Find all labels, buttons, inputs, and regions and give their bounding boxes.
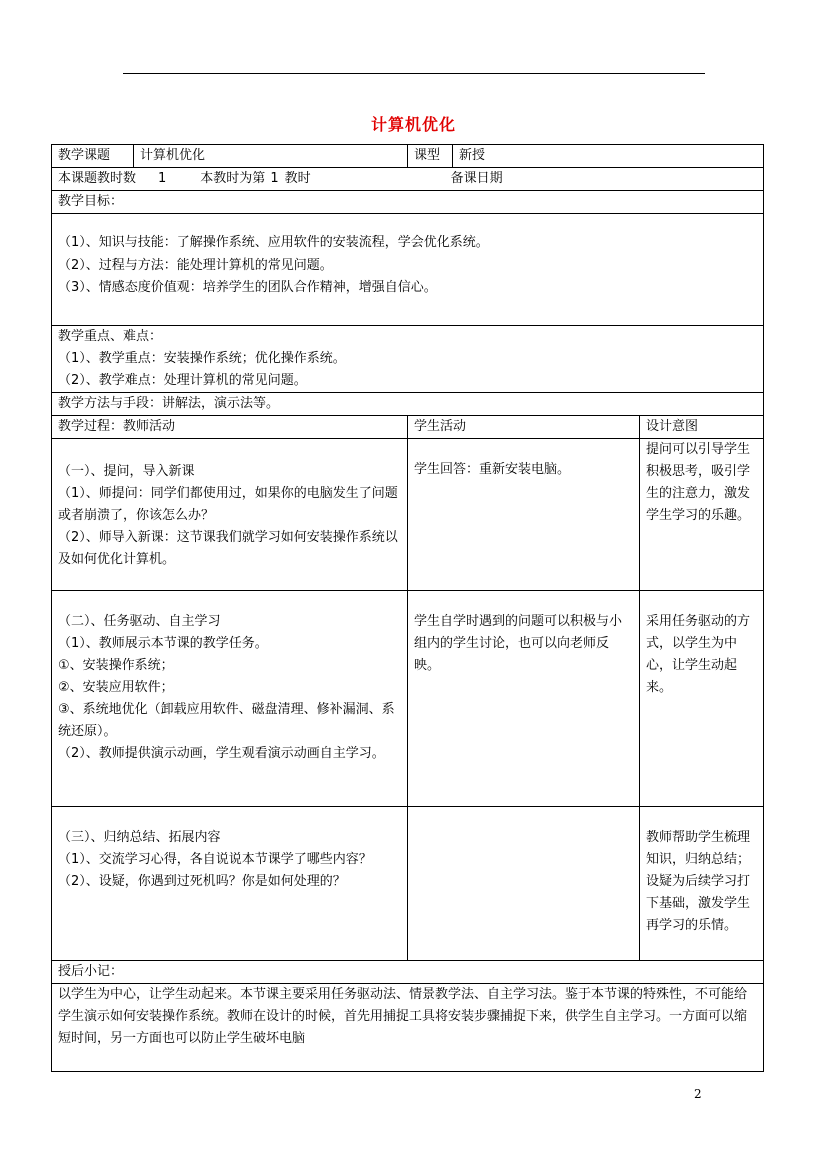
intent-line: 采用任务驱动的方式，以学生为中心，让学生动起来。 [646, 614, 751, 695]
type-value: 新授 [453, 145, 764, 168]
objective-item: （2）、过程与方法：能处理计算机的常见问题。 [58, 257, 333, 273]
teacher-line: （三）、归纳总结、拓展内容 [58, 830, 221, 845]
methods-cell: 教学方法与手段：讲解法，演示法等。 [52, 393, 764, 416]
teacher-line: ②、安装应用软件； [58, 680, 174, 695]
design-intent-cell [640, 439, 764, 591]
design-intent-cell [640, 807, 764, 961]
student-line: 学生回答：重新安装电脑。 [414, 462, 571, 477]
teacher-line: （二）、任务驱动、自主学习 [58, 614, 221, 629]
notes-heading: 授后小记： [52, 961, 764, 984]
hours-value: 1 [158, 171, 167, 186]
col-intent-header: 设计意图 [640, 416, 764, 439]
process-row [52, 591, 764, 807]
process-row [52, 439, 764, 591]
objective-item: （3）、情感态度价值观：培养学生的团队合作精神，增强自信心。 [58, 280, 437, 295]
type-label: 课型 [408, 145, 453, 168]
hours-cell [52, 168, 764, 191]
teacher-line: ③、系统地优化（卸载应用软件、磁盘清理、修补漏洞、系统还原）。 [58, 702, 395, 739]
hours-row [52, 168, 764, 191]
lesson-plan-table [51, 144, 764, 1072]
process-row [52, 807, 764, 961]
teacher-line: （2）、师导入新课：这节课我们就学习如何安装操作系统以及如何优化计算机。 [58, 530, 398, 567]
teacher-line: （1）、师提问：同学们都使用过，如果你的电脑发生了问题或者崩溃了，你该怎么办？ [58, 486, 398, 523]
student-line: 学生自学时遇到的问题可以积极与小组内的学生讨论，也可以向老师反映。 [414, 614, 623, 673]
teacher-activity-cell [52, 439, 408, 591]
topic-value: 计算机优化 [134, 145, 408, 168]
teacher-line: （1）、教师展示本节课的教学任务。 [58, 636, 268, 651]
page-title: 计算机优化 [370, 115, 456, 134]
objectives-heading: 教学目标： [52, 191, 764, 214]
intent-line: 教师帮助学生梳理知识，归纳总结；设疑为后续学习打下基础，激发学生再学习的乐情。 [646, 830, 751, 933]
current-label: 本教时为第 [200, 171, 266, 186]
key-point-item: （2）、教学难点：处理计算机的常见问题。 [58, 373, 307, 388]
teacher-line: （1）、交流学习心得，各自说说本节课学了哪些内容？ [58, 852, 372, 867]
topic-label: 教学课题 [52, 145, 134, 168]
teacher-line: （2）、教师提供演示动画，学生观看演示动画自主学习。 [58, 746, 385, 761]
teacher-line: ①、安装操作系统； [58, 658, 174, 673]
header-rule [123, 73, 705, 74]
objectives-cell [52, 214, 764, 326]
hours-label: 本课题教时数 [58, 171, 137, 186]
prep-date-label: 备课日期 [450, 171, 503, 186]
teacher-activity-cell [52, 807, 408, 961]
teacher-line: （2）、设疑，你遇到过死机吗？你是如何处理的？ [58, 874, 346, 889]
teacher-activity-cell [52, 591, 408, 807]
page-number: 2 [694, 1087, 702, 1101]
teacher-line: （一）、提问，导入新课 [58, 464, 195, 479]
notes-text: 以学生为中心，让学生动起来。本节课主要采用任务驱动法、情景教学法、自主学习法。鉴于本节课的特殊性，不可能给学生演示如何安装操作系统。教师在设计的时候，首先用捕捉工具将安装步骤捕捉下来，供学生自主学习。一方面可以缩短时间，另一方面也可以防止学生破坏电脑 [52, 984, 764, 1072]
current-value: 1 [270, 171, 279, 186]
key-points-cell [52, 326, 764, 393]
student-activity-cell [408, 807, 640, 961]
col-student-header: 学生活动 [408, 416, 640, 439]
design-intent-cell [640, 591, 764, 807]
key-point-item: （1）、教学重点：安装操作系统；优化操作系统。 [58, 351, 346, 366]
objective-item: （1）、知识与技能：了解操作系统、应用软件的安装流程，学会优化系统。 [58, 235, 489, 250]
student-activity-cell [408, 591, 640, 807]
intent-line: 提问可以引导学生积极思考，吸引学生的注意力，激发学生学习的乐趣。 [646, 442, 751, 523]
col-teacher-header: 教学过程：教师活动 [52, 416, 408, 439]
process-header-row [52, 416, 764, 439]
current-suffix: 教时 [284, 171, 311, 186]
topic-row [52, 145, 764, 168]
student-activity-cell [408, 439, 640, 591]
key-points-heading: 教学重点、难点： [58, 329, 163, 344]
